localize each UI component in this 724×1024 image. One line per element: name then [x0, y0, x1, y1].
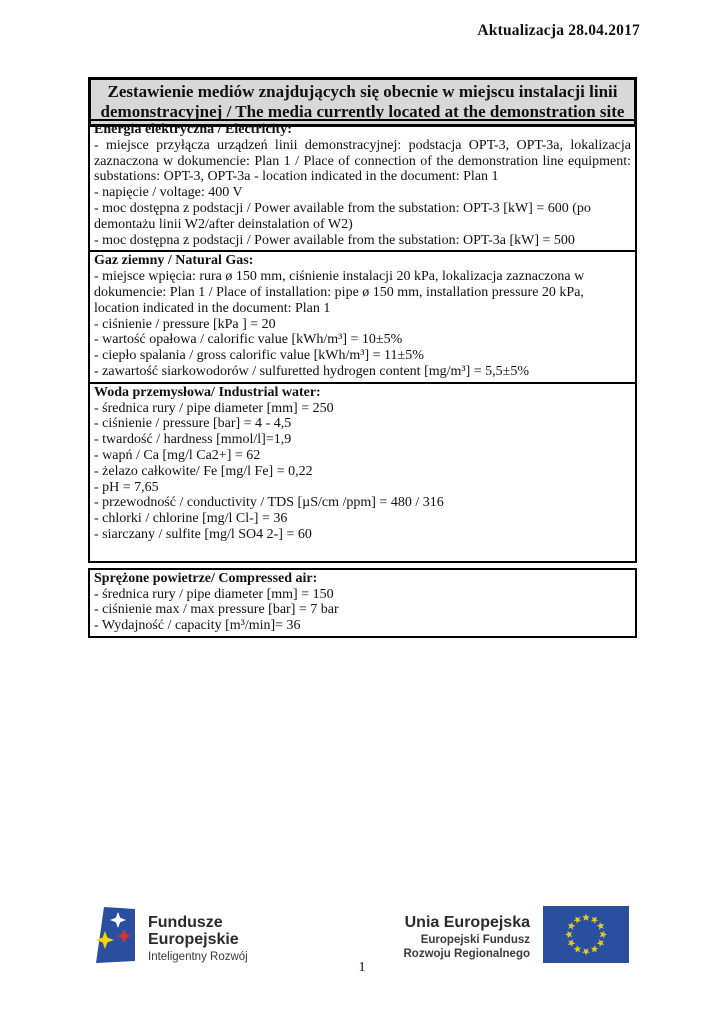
page-number: 1 — [358, 960, 366, 975]
section-heading: Sprężone powietrze/ Compressed air: — [94, 570, 318, 586]
media-section — [88, 250, 637, 383]
section-line: - wapń / Ca [mg/l Ca2+] = 62 — [94, 447, 261, 463]
media-section — [88, 568, 637, 638]
document-title: Zestawienie mediów znajdujących się obecnie w miejscu instalacji linii demonstracyjnej / The media currently located at the demonstration site — [88, 77, 637, 127]
section-line: - napięcie / voltage: 400 V — [94, 185, 243, 201]
unia-europejska-logo — [395, 906, 629, 968]
section-line: - ciśnienie / pressure [kPa ] = 20 — [94, 316, 276, 332]
section-line: - Wydajność / capacity [m³/min]= 36 — [94, 618, 301, 634]
section-line: - zawartość siarkowodorów / sulfuretted hydrogen content [mg/m³] = 5,5±5% — [94, 363, 529, 379]
unia-logo-subtitle: Europejski Fundusz Rozwoju Regionalnego — [403, 934, 530, 960]
section-line: - średnica rury / pipe diameter [mm] = 250 — [94, 400, 334, 416]
section-line: - średnica rury / pipe diameter [mm] = 150 — [94, 586, 334, 602]
section-line: - twardość / hardness [mmol/l]=1,9 — [94, 432, 292, 448]
fundusze-logo-title: Fundusze Europejskie — [148, 914, 239, 948]
section-line: - moc dostępna z podstacji / Power available from the substation: OPT-3a [kW] = 500 — [94, 232, 575, 248]
section-heading: Gaz ziemny / Natural Gas: — [94, 253, 254, 269]
fundusze-logo-subtitle: Inteligentny Rozwój — [148, 951, 248, 963]
media-section — [88, 119, 637, 252]
section-line: - siarczany / sulfite [mg/l SO4 2-] = 60 — [94, 526, 312, 542]
section-line: - ciśnienie / pressure [bar] = 4 - 4,5 — [94, 416, 292, 432]
section-heading: Woda przemysłowa/ Industrial water: — [94, 384, 321, 400]
section-line: - ciśnienie max / max pressure [bar] = 7 bar — [94, 602, 339, 618]
media-section — [88, 382, 637, 563]
section-line: - żelazo całkowite/ Fe [mg/l Fe] = 0,22 — [94, 463, 313, 479]
section-line: - wartość opałowa / calorific value [kWh/m³] = 10±5% — [94, 332, 403, 348]
update-date-label: Aktualizacja 28.04.2017 — [477, 22, 640, 39]
unia-logo-title: Unia Europejska — [404, 914, 530, 931]
section-line: - pH = 7,65 — [94, 479, 159, 495]
unia-logo-text — [395, 906, 530, 961]
fundusze-logo-text — [148, 906, 253, 963]
media-table — [88, 119, 637, 638]
section-line: - miejsce wpięcia: rura ø 150 mm, ciśnienie instalacji 20 kPa, lokalizacja zaznaczona w dokumencie: Plan 1 / Place of installation: pipe ø 150 mm, installation pressure 20 kPa, location indicated in the document: Plan 1 — [94, 269, 585, 316]
section-line: - moc dostępna z podstacji / Power available from the substation: OPT-3 [kW] = 600 (po demontażu linii W2/after deinstalation of W2) — [94, 200, 591, 232]
eu-flag-icon — [543, 906, 629, 968]
section-line: - miejsce przyłącza urządzeń linii demonstracyjnej: podstacja OPT-3, OPT-3a, lokalizacja zaznaczona w dokumencie: Plan 1 / Place of connection of the demonstration line equipment: substations: OPT-3, OPT-3a - location indicated in the document: Plan 1 — [94, 137, 631, 185]
section-line: - chlorki / chlorine [mg/l Cl-] = 36 — [94, 511, 288, 527]
section-line: - ciepło spalania / gross calorific value [kWh/m³] = 11±5% — [94, 348, 424, 364]
section-heading: Energia elektryczna / Electricity: — [94, 122, 292, 137]
section-line: - przewodność / conductivity / TDS [µS/cm /ppm] = 480 / 316 — [94, 495, 444, 511]
